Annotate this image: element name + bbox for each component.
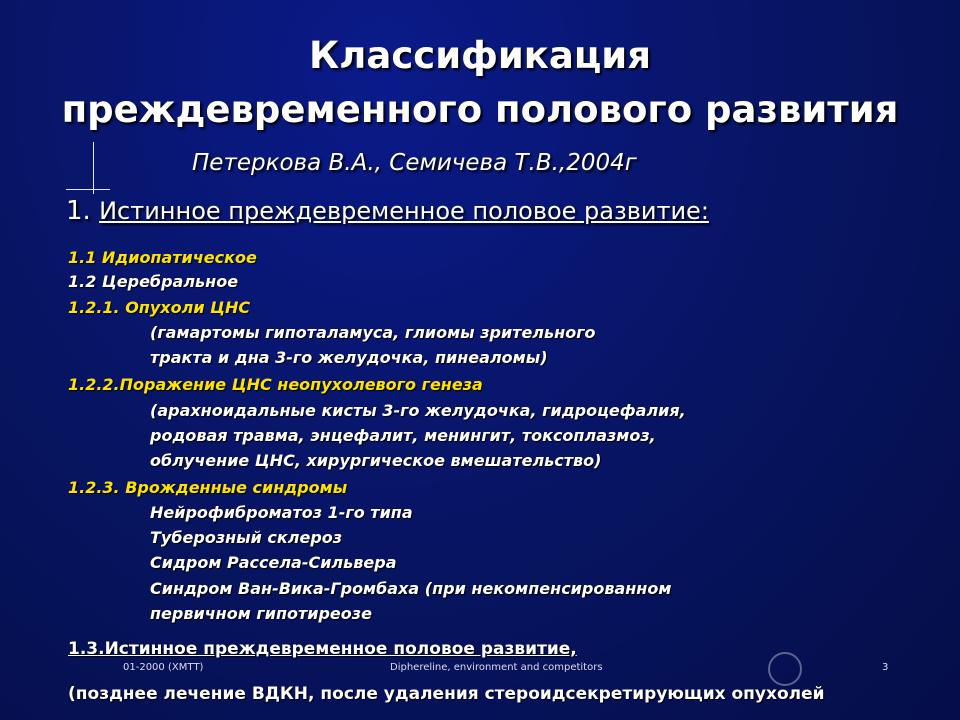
section-1-number: 1. [66,196,100,226]
section-1-3-heading: 1.3.Истинное преждевременное половое развитие, [68,639,577,659]
footer-center: Diphereline, environment and competitors [390,662,603,673]
watermark-icon [768,652,802,686]
decorative-vertical-line [93,142,94,194]
section-1-3-continuation: (позднее лечение ВДКН, после удаления стероидсекретирующих опухолей [68,684,825,704]
list-item: 1.2.3. Врожденные синдромы [68,478,348,497]
list-item: Нейрофиброматоз 1-го типа [150,503,413,522]
list-item: (арахноидальные кисты 3-го желудочка, гидроцефалия, [150,401,686,420]
list-item: тракта и дна 3-го желудочка, пинеаломы) [150,348,548,367]
list-item: (гамартомы гипоталамуса, глиомы зрительного [150,323,596,342]
footer-left: 01-2000 (ХМТТ) [123,662,204,673]
section-1-title: Истинное преждевременное половое развитие: [99,197,709,225]
list-item: Туберозный склероз [150,528,343,547]
list-item: облучение ЦНС, хирургическое вмешательство) [150,451,602,470]
section-1-heading [66,196,709,226]
slide-title-line-1: Классификация [309,34,651,77]
list-item: Синдром Ван-Вика-Громбаха (при некомпенсированном [150,579,672,598]
list-item: 1.1 Идиопатическое [68,248,257,267]
list-item: 1.2 Церебральное [68,272,239,291]
list-item: родовая травма, энцефалит, менингит, токсоплазмоз, [150,426,656,445]
decorative-horizontal-line [66,189,110,190]
list-item: первичном гипотиреозе [150,604,372,623]
list-item: 1.2.2.Поражение ЦНС неопухолевого генеза [68,375,483,394]
list-item: 1.2.1. Опухоли ЦНС [68,298,251,317]
list-item: Сидром Рассела-Сильвера [150,553,397,572]
author-citation: Петеркова В.А., Семичева Т.В.,2004г [192,150,637,176]
slide-title-line-2: преждевременного полового развития [61,88,899,131]
page-number: 3 [882,662,889,673]
watermark-logo [768,650,806,690]
